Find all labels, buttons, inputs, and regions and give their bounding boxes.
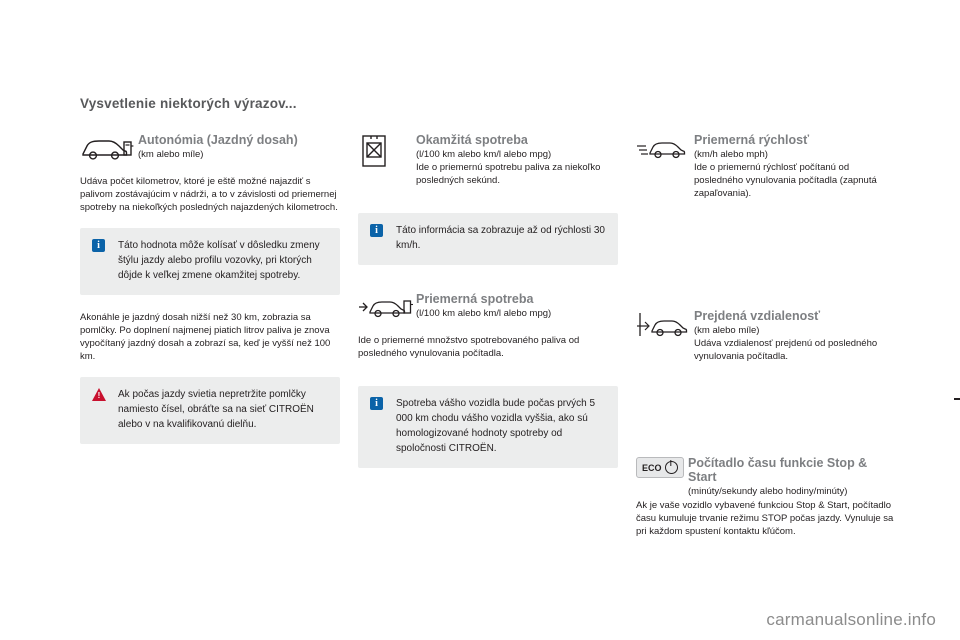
info-note-text: Spotreba vášho vozidla bude počas prvých 5 000 km chodu vášho vozidla vyššia, ako sú homologizované hodnoty spotreby od spoločnosti CITROËN. (396, 398, 596, 454)
entry-unit: (km alebo míle) (138, 149, 204, 160)
entry-body-inline: Ide o priemernú spotrebu paliva za niekoľko posledných sekúnd. (416, 162, 601, 186)
entry-unit: (km/h alebo mph) (694, 149, 768, 160)
page-rule (954, 398, 960, 400)
entry-body-inline: Ide o priemernú rýchlosť počítanú od posledného vynulovania počítadla (zapnutá zapaľovania). (694, 162, 877, 199)
car-fuel-pump-icon (80, 132, 138, 174)
average-consumption-icon (358, 291, 416, 333)
info-icon: i (370, 223, 390, 237)
entry-stop-start-counter (636, 455, 896, 538)
entry-body-inline: Udáva vzdialenosť prejdenú od posledného vynulovania počítadla. (694, 338, 878, 362)
instant-consumption-icon (358, 132, 416, 174)
distance-travelled-icon (636, 308, 694, 350)
average-speed-icon (636, 132, 694, 174)
info-note (80, 228, 340, 295)
entry-title: Priemerná rýchlosť (694, 133, 810, 147)
entry-body: Ide o priemerné množstvo spotrebovaného paliva od posledného vynulovania počítadla. (358, 335, 580, 359)
autonomy-paragraph: Akonáhle je jazdný dosah nižší než 30 km, zobrazia sa pomlčky. Po doplnení najmenej piatich litrov paliva je znova vypočítaný jazdný dosah a zobrazí sa, keď je vyšší než 100 km. (80, 312, 331, 362)
entry-title: Počítadlo času funkcie Stop & Start (688, 456, 868, 484)
warning-note (80, 377, 340, 444)
entry-distance-travelled (636, 308, 896, 363)
entry-autonomy (80, 132, 340, 214)
footer-brand: carmanualsonline.info (766, 610, 936, 629)
entry-average-speed (636, 132, 896, 200)
info-icon: i (370, 396, 390, 410)
entry-instant-consumption (358, 132, 618, 187)
entry-title: Priemerná spotreba (416, 292, 534, 306)
entry-unit: (l/100 km alebo km/l alebo mpg) (416, 149, 552, 160)
entry-unit: (l/100 km alebo km/l alebo mpg) (416, 308, 552, 319)
page-title: Vysvetlenie niektorých výrazov... (80, 96, 297, 111)
info-note-text: Táto hodnota môže kolísať v dôsledku zmeny štýlu jazdy alebo profilu vozovky, pri ktorých dôjde k veľkej zmene okamžitej spotreby. (118, 240, 320, 281)
warning-icon: ! (92, 387, 112, 401)
info-note (358, 213, 618, 265)
entry-title: Autonómia (Jazdný dosah) (138, 133, 298, 147)
info-note-text: Táto informácia sa zobrazuje až od rýchlosti 30 km/h. (396, 225, 605, 251)
entry-body: Udáva počet kilometrov, ktoré je eště možné najazdiť s palivom zostávajúcim v nádrži, a to v závislosti od priemernej spotreby na niekoľkých posledných najazdených kilometroch. (80, 176, 338, 213)
eco-stop-start-icon: ECO (636, 455, 688, 478)
column-right (636, 132, 896, 544)
column-middle (358, 132, 618, 468)
info-icon: i (92, 238, 112, 252)
column-left (80, 132, 340, 444)
warning-note-text: Ak počas jazdy svietia nepretržite pomlčky namiesto čísel, obráťte sa na sieť CITROËN alebo v na kvalifikovanú dielňu. (118, 389, 314, 430)
entry-average-consumption (358, 291, 618, 360)
info-note (358, 386, 618, 468)
entry-title: Okamžitá spotreba (416, 133, 528, 147)
entry-unit: (minúty/sekundy alebo hodiny/minúty) (688, 486, 848, 497)
entry-title: Prejdená vzdialenosť (694, 309, 821, 323)
entry-body: Ak je vaše vozidlo vybavené funkciou Stop & Start, počítadlo času kumuluje trvanie režimu STOP počas jazdy. Vynuluje sa pri každom spustení kontaktu kľúčom. (636, 500, 894, 537)
entry-unit: (km alebo míle) (694, 325, 760, 336)
